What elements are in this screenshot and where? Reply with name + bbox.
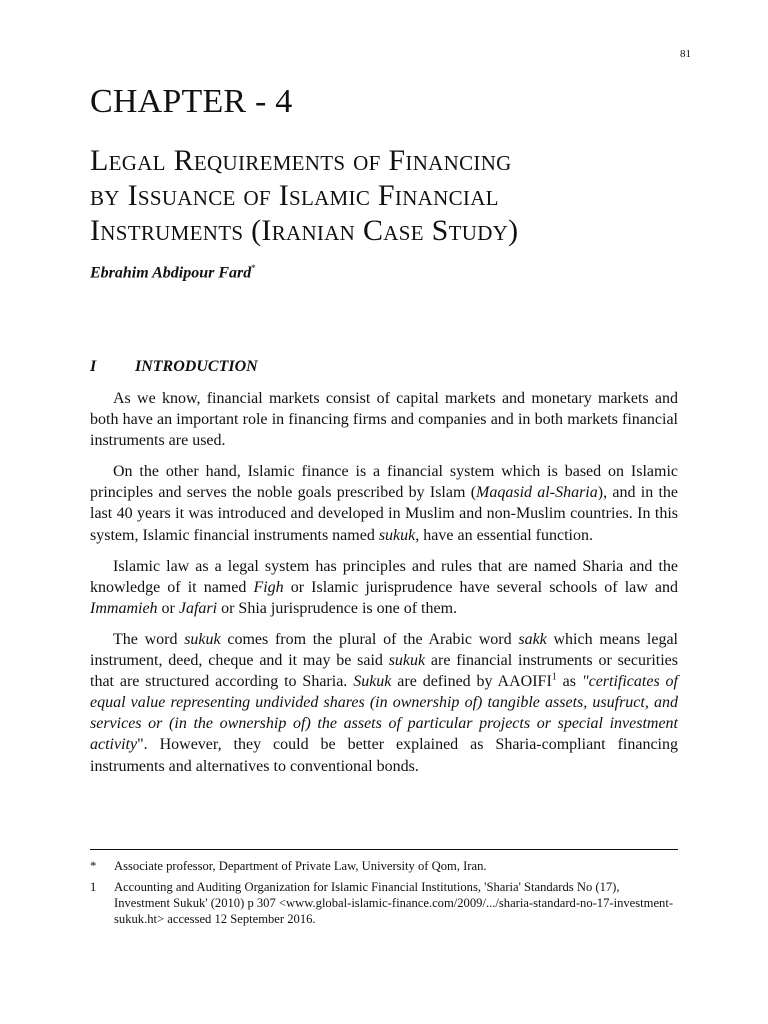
- footnote-reference: 1: [551, 671, 557, 683]
- text-run: or Islamic jurisprudence have several schools of law and: [283, 578, 678, 596]
- footnote-marker: 1: [90, 880, 97, 894]
- text-run: are financial instruments or securities that are structured according to Sharia.: [90, 652, 678, 691]
- section-heading: [90, 358, 258, 376]
- italic-text: Maqasid al-Sharia: [476, 484, 598, 502]
- paragraph: [90, 461, 678, 545]
- text-run: As we know, financial markets consist of capital markets and monetary markets and both have an important role in financing firms and companies and in both markets financial instruments are used.: [90, 390, 678, 450]
- footnote-text: Associate professor, Department of Private Law, University of Qom, Iran.: [114, 859, 487, 873]
- italic-text: Immamieh: [90, 599, 158, 617]
- italic-text: "certificates of equal value representing undivided shares (in ownership of) tangible assets, usufruct, and services or (in the ownership of) the assets of particular projects or special investment activity: [90, 673, 679, 754]
- text-run: which means legal instrument, deed, cheque and it may be said: [90, 630, 679, 670]
- footnote-marker: *: [90, 859, 97, 873]
- italic-text: sukuk: [388, 652, 426, 670]
- chapter-title-line: Legal Requirements of Financing: [90, 144, 512, 177]
- text-run: Islamic law as a legal system has principles and rules that are named Sharia and the knowledge of it named: [90, 557, 678, 596]
- italic-text: sukuk: [184, 630, 221, 648]
- section-title: INTRODUCTION: [135, 358, 258, 375]
- text-run: as: [556, 673, 582, 691]
- text-run: , have an essential function.: [415, 526, 593, 544]
- text-run: are defined by AAOIFI: [391, 673, 552, 691]
- chapter-title: [90, 143, 700, 248]
- author-name: Ebrahim Abdipour Fard: [90, 264, 252, 282]
- text-run: or Shia jurisprudence is one of them.: [217, 599, 458, 617]
- text-run: The word: [113, 630, 185, 648]
- footnote-rule: [90, 849, 678, 850]
- italic-text: sakk: [518, 630, 547, 648]
- chapter-heading: CHAPTER - 4: [90, 83, 293, 120]
- chapter-title-line: by Issuance of Islamic Financial: [90, 179, 499, 212]
- footnote: [90, 858, 678, 874]
- section-number: I: [90, 358, 97, 375]
- footnotes: [90, 858, 678, 932]
- text-run: or: [157, 599, 179, 617]
- page-number: 81: [680, 48, 691, 60]
- paragraph: [90, 388, 678, 451]
- author: [90, 263, 256, 282]
- paragraph: [90, 556, 678, 619]
- italic-text: Figh: [253, 578, 284, 596]
- author-footnote-mark: *: [251, 263, 256, 273]
- footnote: [90, 879, 678, 927]
- italic-text: Sukuk: [353, 673, 392, 691]
- footnote-text: Accounting and Auditing Organization for Islamic Financial Institutions, 'Sharia' Standards No (17), Investment Sukuk' (2010) p 307 <www.global-islamic-finance.com/2009/.../sharia-standard-no-17-investment-sukuk.ht> accessed 12 September 2016.: [114, 880, 674, 926]
- body-text: [90, 388, 678, 787]
- italic-text: sukuk: [378, 526, 416, 544]
- italic-text: Jafari: [178, 599, 218, 617]
- text-run: On the other hand, Islamic finance is a financial system which is based on Islamic principles and serves the noble goals prescribed by Islam (: [90, 463, 678, 502]
- text-run: ), and in the last 40 years it was introduced and developed in Muslim and non-Muslim countries. In this system, Islamic financial instruments named: [90, 484, 679, 544]
- text-run: ". However, they could be better explained as Sharia-compliant financing instruments and alternatives to conventional bonds.: [90, 736, 678, 775]
- chapter-title-line: Instruments (Iranian Case Study): [90, 214, 519, 247]
- paragraph: [90, 629, 678, 777]
- text-run: comes from the plural of the Arabic word: [220, 630, 519, 648]
